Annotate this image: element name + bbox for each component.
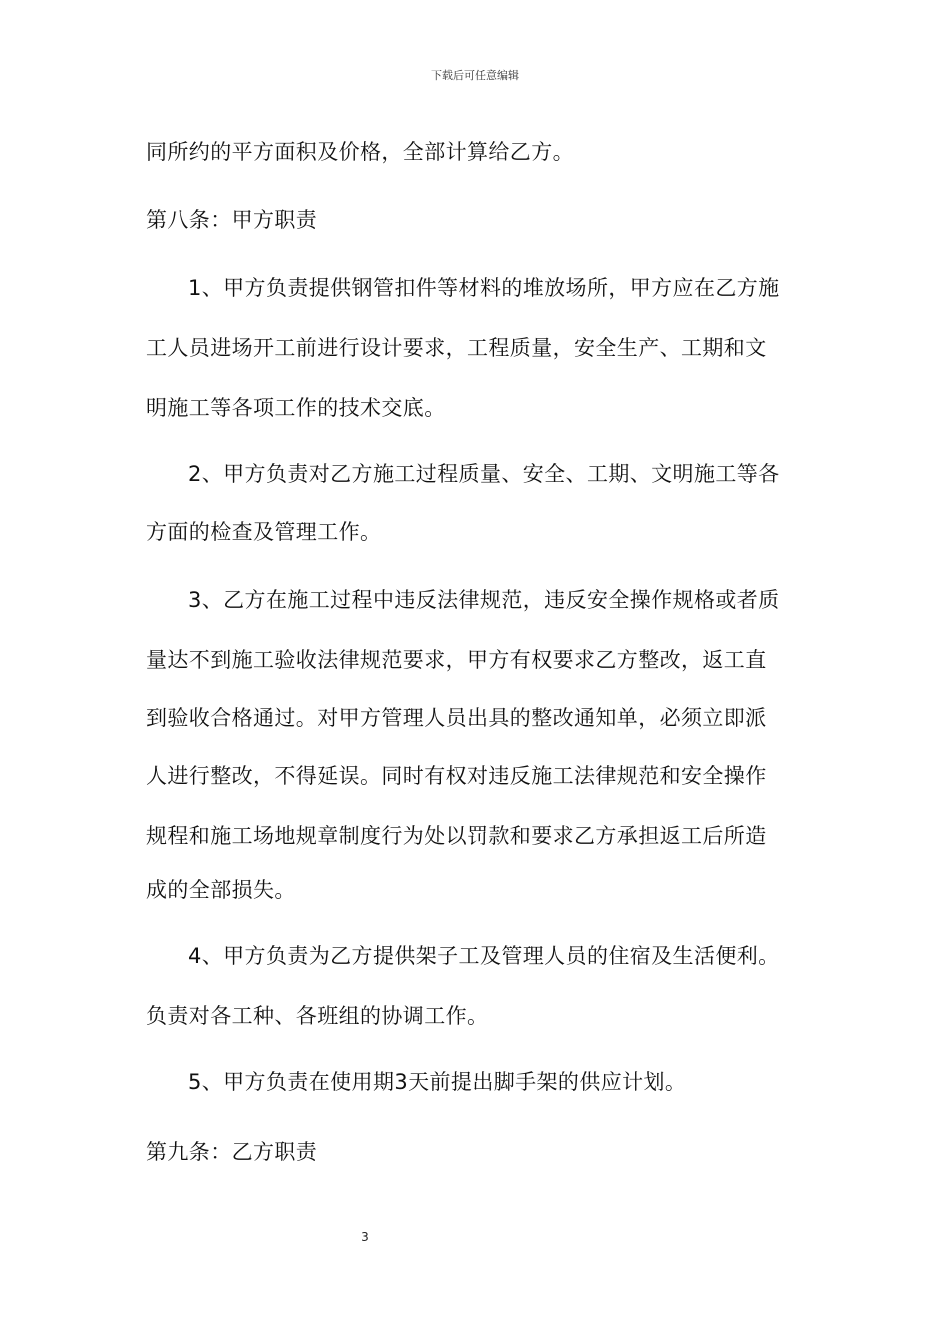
text-line: 2、甲方负责对乙方施工过程质量、安全、工期、文明施工等各: [188, 462, 780, 486]
text-line: 3、乙方在施工过程中违反法律规范，违反安全操作规格或者质: [188, 588, 780, 612]
section-heading-article-9: 第九条：乙方职责: [146, 1140, 318, 1164]
text-line: 负责对各工种、各班组的协调工作。: [146, 1004, 489, 1028]
section-heading-article-8: 第八条：甲方职责: [146, 208, 318, 232]
text-line: 明施工等各项工作的技术交底。: [146, 396, 446, 420]
text-line: 人进行整改，不得延误。同时有权对违反施工法律规范和安全操作: [146, 764, 767, 788]
text-line: 量达不到施工验收法律规范要求，甲方有权要求乙方整改，返工直: [146, 648, 767, 672]
text-line: 4、甲方负责为乙方提供架子工及管理人员的住宿及生活便利。: [188, 944, 780, 968]
text-line: 方面的检查及管理工作。: [146, 520, 382, 544]
text-line: 同所约的平方面积及价格，全部计算给乙方。: [146, 140, 574, 164]
text-line: 成的全部损失。: [146, 878, 296, 902]
page-number: 3: [361, 1230, 369, 1244]
text-line: 1、甲方负责提供钢管扣件等材料的堆放场所，甲方应在乙方施: [188, 276, 780, 300]
text-line: 到验收合格通过。对甲方管理人员出具的整改通知单，必须立即派: [146, 706, 767, 730]
page-header-note: 下载后可任意编辑: [431, 69, 519, 82]
text-line: 规程和施工场地规章制度行为处以罚款和要求乙方承担返工后所造: [146, 824, 767, 848]
text-line: 工人员进场开工前进行设计要求，工程质量，安全生产、工期和文: [146, 336, 767, 360]
text-line: 5、甲方负责在使用期3天前提出脚手架的供应计划。: [188, 1070, 687, 1094]
